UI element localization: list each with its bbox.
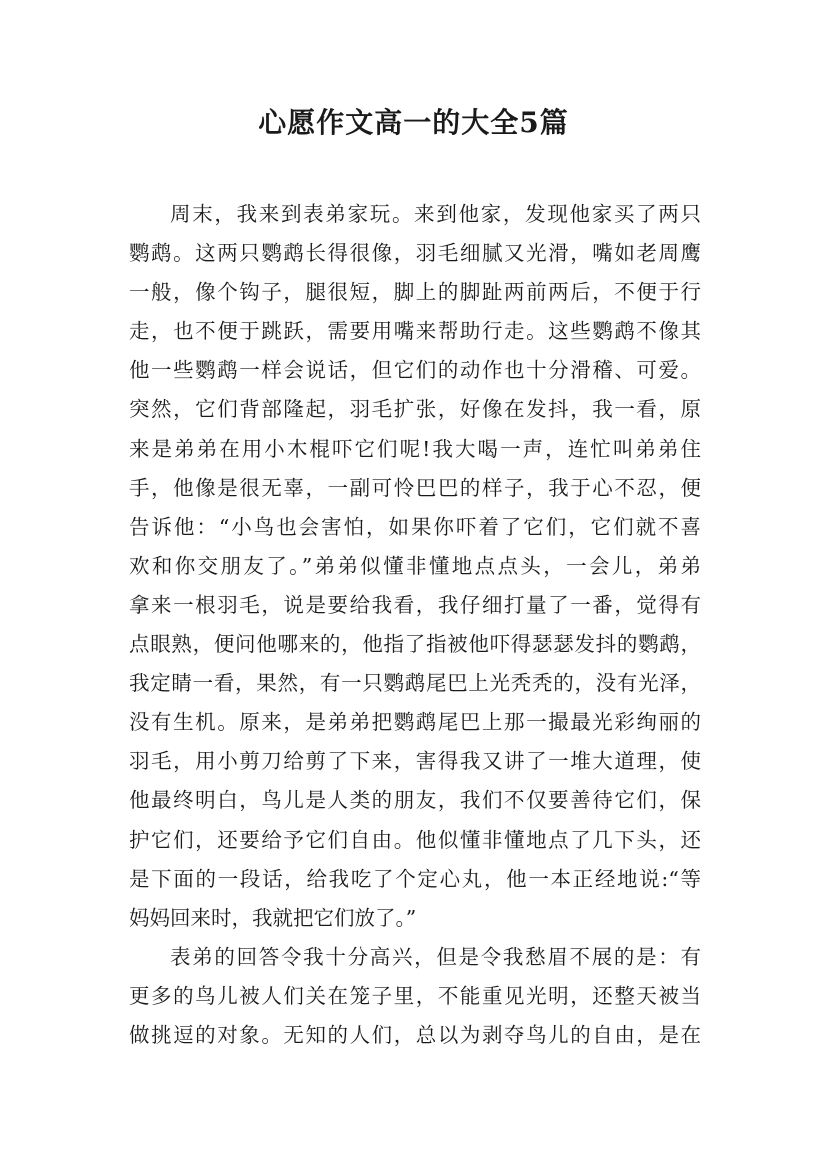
text-line: 我定睛一看，果然，有一只鹦鹉尾巴上光秃秃的，没有光泽，	[129, 671, 701, 696]
text-line: 来是弟弟在用小木棍吓它们呢!我大喝一声，连忙叫弟弟住	[129, 436, 701, 461]
text-line: 表弟的回答令我十分高兴，但是令我愁眉不展的是：有	[170, 944, 701, 969]
text-line: 他一些鹦鹉一样会说话，但它们的动作也十分滑稽、可爱。	[129, 358, 701, 383]
text-line: 羽毛，用小剪刀给剪了下来，害得我又讲了一堆大道理，使	[129, 749, 701, 774]
text-line: 鹦鹉。这两只鹦鹉长得很像，羽毛细腻又光滑，嘴如老周鹰	[129, 241, 701, 266]
text-line: 拿来一根羽毛，说是要给我看，我仔细打量了一番，觉得有	[129, 592, 701, 617]
text-line: 更多的鸟儿被人们关在笼子里，不能重见光明，还整天被当	[129, 983, 701, 1008]
text-line: 欢和你交朋友了。”弟弟似懂非懂地点点头，一会儿，弟弟	[129, 553, 701, 578]
text-line: 妈妈回来时，我就把它们放了。”	[129, 905, 417, 930]
text-line: 走，也不便于跳跃，需要用嘴来帮助行走。这些鹦鹉不像其	[129, 319, 701, 344]
document-title: 心愿作文高一的大全5篇	[258, 106, 569, 139]
text-line: 周末，我来到表弟家玩。来到他家，发现他家买了两只	[170, 202, 701, 226]
text-line: 手，他像是很无辜，一副可怜巴巴的样子，我于心不忍，便	[129, 475, 701, 500]
text-line: 护它们，还要给予它们自由。他似懂非懂地点了几下头，还	[129, 827, 701, 852]
text-line: 没有生机。原来，是弟弟把鹦鹉尾巴上那一撮最光彩绚丽的	[129, 710, 701, 735]
text-line: 是下面的一段话，给我吃了个定心丸，他一本正经地说:“等	[129, 866, 701, 891]
text-line: 做挑逗的对象。无知的人们，总以为剥夺鸟儿的自由，是在	[129, 1022, 701, 1047]
text-line: 一般，像个钩子，腿很短，脚上的脚趾两前两后，不便于行	[129, 280, 701, 305]
text-line: 突然，它们背部隆起，羽毛扩张，好像在发抖，我一看，原	[129, 397, 701, 422]
text-line: 点眼熟，便问他哪来的，他指了指被他吓得瑟瑟发抖的鹦鹉，	[129, 632, 701, 657]
document-body	[129, 195, 701, 1055]
text-line: 告诉他：“小鸟也会害怕，如果你吓着了它们，它们就不喜	[129, 514, 701, 539]
text-line: 他最终明白，鸟儿是人类的朋友，我们不仅要善待它们，保	[129, 788, 701, 813]
paragraph-2	[129, 938, 701, 1055]
paragraph-1	[129, 195, 701, 938]
